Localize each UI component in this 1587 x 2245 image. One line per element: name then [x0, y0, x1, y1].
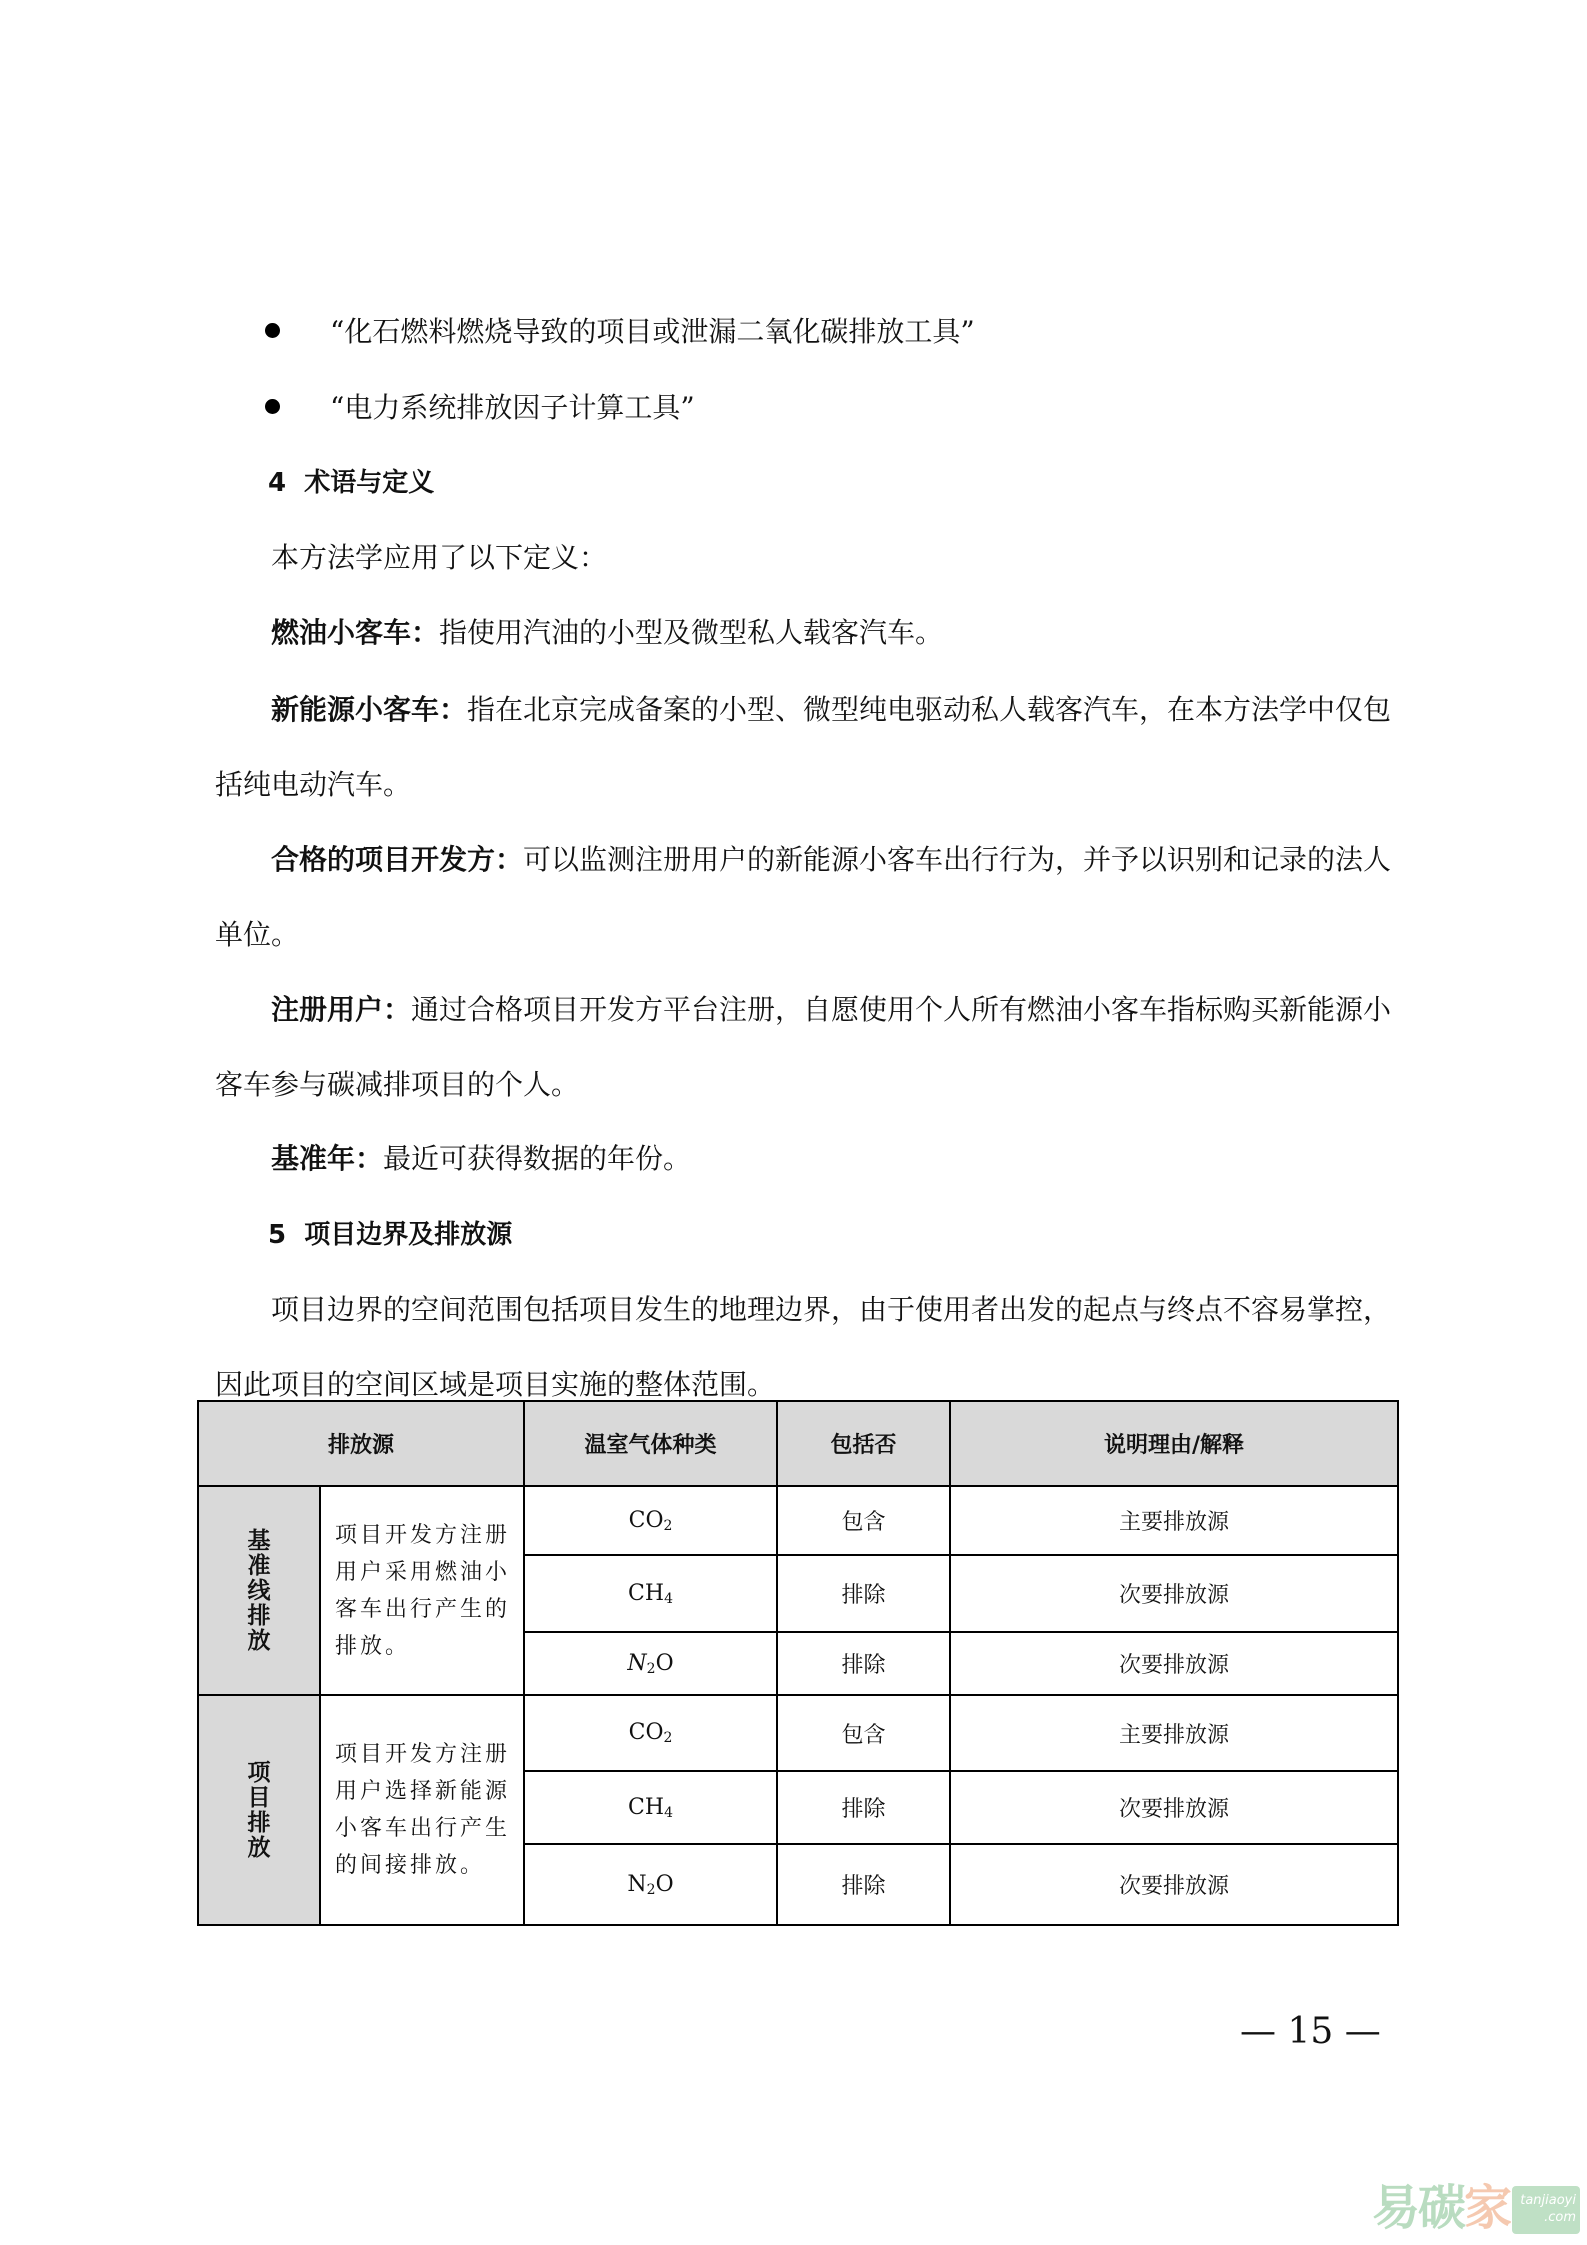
included-cell: 排除: [777, 1844, 950, 1925]
watermark-badge-line: .com: [1544, 2210, 1576, 2225]
definition-text: 可以监测注册用户的新能源小客车出行行为，并予以识别和记录的法人: [523, 843, 1392, 876]
watermark-badge-line: tanjiaoyi: [1520, 2193, 1576, 2208]
group-description: 项目开发方注册用户采用燃油小客车出行产生的排放。: [320, 1486, 524, 1695]
bullet-item: “电力系统排放因子计算工具”: [330, 391, 695, 424]
definition: [271, 840, 1391, 880]
table-row: [198, 1486, 1398, 1555]
gas-cell: $CO_2$: [524, 1695, 777, 1771]
table-row: [198, 1695, 1398, 1771]
group-description: 项目开发方注册用户选择新能源小客车出行产生的间接排放。: [320, 1695, 524, 1925]
definition-continuation: 括纯电动汽车。: [215, 768, 412, 801]
paragraph-continuation: 因此项目的空间区域是项目实施的整体范围。: [215, 1368, 776, 1401]
watermark-logo: [1372, 2180, 1580, 2238]
watermark-char: 家: [1464, 2180, 1513, 2236]
definition: [271, 613, 943, 653]
bullet-icon: [265, 323, 280, 338]
definition-text: 最近可获得数据的年份。: [383, 1142, 692, 1175]
reason-cell: 次要排放源: [950, 1771, 1398, 1844]
included-cell: 排除: [777, 1555, 950, 1632]
gas-cell: $CH_4$: [524, 1555, 777, 1632]
gas-cell: $N_2O$: [524, 1632, 777, 1695]
definition-term: 燃油小客车：: [271, 616, 440, 649]
gas-cell: $CO_2$: [524, 1486, 777, 1555]
bullet-icon: [265, 399, 280, 414]
definition-term: 合格的项目开发方：: [271, 843, 524, 876]
reason-cell: 主要排放源: [950, 1486, 1398, 1555]
section-heading: 4 术语与定义: [268, 468, 435, 498]
gas-cell: $N_2O$: [524, 1844, 777, 1925]
included-cell: 排除: [777, 1771, 950, 1844]
definition-term: 注册用户：: [271, 993, 412, 1026]
definition-text: 指使用汽油的小型及微型私人载客汽车。: [439, 616, 944, 649]
definition-continuation: 单位。: [215, 918, 300, 951]
gas-cell: $CH_4$: [524, 1771, 777, 1844]
reason-cell: 次要排放源: [950, 1844, 1398, 1925]
watermark-char: 易: [1372, 2180, 1421, 2236]
included-cell: 包含: [777, 1486, 950, 1555]
reason-cell: 主要排放源: [950, 1695, 1398, 1771]
definition: [271, 690, 1391, 730]
definition-continuation: 客车参与碳减排项目的个人。: [215, 1068, 580, 1101]
paragraph: 项目边界的空间范围包括项目发生的地理边界，由于使用者出发的起点与终点不容易掌控，: [271, 1293, 1392, 1326]
emission-sources-table: [197, 1400, 1399, 1926]
paragraph: 本方法学应用了以下定义：: [271, 541, 608, 574]
header-emission-source: 排放源: [198, 1401, 524, 1486]
definition: [271, 990, 1391, 1030]
definition-text: 通过合格项目开发方平台注册，自愿使用个人所有燃油小客车指标购买新能源小: [411, 993, 1392, 1026]
definition: [271, 1139, 691, 1179]
section-heading: 5 项目边界及排放源: [268, 1220, 513, 1250]
reason-cell: 次要排放源: [950, 1555, 1398, 1632]
bullet-item: “化石燃料燃烧导致的项目或泄漏二氧化碳排放工具”: [330, 315, 975, 348]
header-ghg-type: 温室气体种类: [524, 1401, 777, 1486]
definition-term: 基准年：: [271, 1142, 384, 1175]
header-included: 包括否: [777, 1401, 950, 1486]
reason-cell: 次要排放源: [950, 1632, 1398, 1695]
definition-term: 新能源小客车：: [271, 693, 468, 726]
group-label: 项目排放: [198, 1695, 320, 1925]
page-number: — 15 —: [1240, 2011, 1381, 2052]
table-header-row: [198, 1401, 1398, 1486]
header-justification: 说明理由/解释: [950, 1401, 1398, 1486]
definition-text: 指在北京完成备案的小型、微型纯电驱动私人载客汽车，在本方法学中仅包: [467, 693, 1392, 726]
included-cell: 包含: [777, 1695, 950, 1771]
group-label: 基准线排放: [198, 1486, 320, 1695]
watermark-char: 碳: [1418, 2180, 1467, 2236]
watermark-badge: [1512, 2186, 1580, 2234]
included-cell: 排除: [777, 1632, 950, 1695]
